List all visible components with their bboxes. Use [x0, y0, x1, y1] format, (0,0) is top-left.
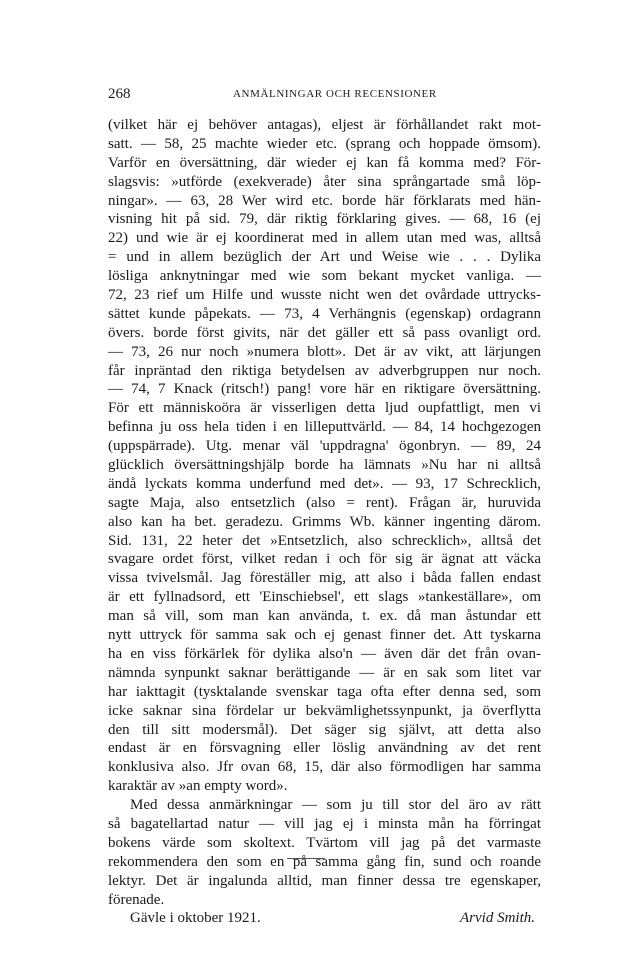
text-line: sagte Maja, also entsetzlich (also = rent). Frågan är, huruvida — [108, 494, 541, 511]
text-line: also kan ha bet. geradezu. Grimms Wb. känner ingenting därom. — [108, 513, 541, 530]
text-line: lektyr. Det är ingalunda alltid, man finner dessa tre egenskaper, — [108, 872, 541, 889]
text-line: konklusiva also. Jfr ovan 68, 15, där also förmodligen har samma — [108, 759, 541, 776]
text-line: ningar». — 63, 28 Wer wird etc. borde här förklarats med hän- — [108, 192, 541, 209]
signoff-line — [108, 909, 541, 928]
text-line: — 74, 7 Knack (ritsch!) pang! vore här en riktigare översättning. — [108, 381, 541, 398]
text-line: nytt uttryck för samma sak och ej genast finner det. Att tyskarna — [108, 627, 541, 644]
text-line: Sid. 131, 22 heter det »Entsetzlich, also schrecklich», alltså det — [108, 532, 541, 549]
text-line: ha en viss förkärlek för dylika also'n — även där det från ovan- — [108, 645, 541, 662]
text-line: icke saknar sina fördelar ur bekvämlighetssynpunkt, ja överflytta — [108, 702, 541, 719]
text-line: övers. borde först givits, när det gäller ett så pass ovanligt ord. — [108, 324, 541, 341]
page-number: 268 — [108, 86, 131, 102]
text-line: slagsvis: »utförde (exekverade) åter sina språngartade små löp- — [108, 173, 541, 190]
text-line: ändå lyckats komma underfund med det». — 93, 17 Schrecklich, — [108, 475, 541, 492]
text-line: endast är en försvagning eller löslig användning av det rent — [108, 740, 541, 757]
text-line: För ett människoöra är visserligen detta ljud oupfattligt, men vi — [108, 400, 541, 417]
text-line: man så vill, som man kan använda, t. ex. då man åstundar ett — [108, 608, 541, 625]
text-line: den till sitt modersmål). Det säger sig självt, att detta also — [108, 721, 541, 738]
text-line: = und in allem bezüglich der Art und Weise wie . . . Dylika — [108, 249, 541, 266]
text-line: lösliga anknytningar med wie som bekant mycket vanliga. — — [108, 268, 541, 285]
text-line: förenade. — [108, 891, 165, 908]
text-line: (uppspärrade). Utg. menar väl 'uppdragna' ögonbryn. — 89, 24 — [108, 438, 541, 455]
text-line: (vilket här ej behöver antagas), eljest är förhållandet rakt mot- — [108, 117, 541, 133]
text-line: nämnda synpunkt saknar berättigande — är en sak som litet var — [108, 664, 541, 681]
text-line: Med dessa anmärkningar — som ju till stor del äro av rätt — [130, 797, 541, 814]
text-line: befinna ju oss hela tiden i en lilleputtvärld. — 84, 14 hochgezogen — [108, 419, 541, 436]
text-line: — 73, 26 nur noch »numera blott». Det är av vikt, att lärjungen — [108, 343, 541, 360]
text-line: karaktär av »an empty word». — [108, 778, 288, 795]
signoff-place-date: Gävle i oktober 1921. — [130, 910, 261, 927]
running-title: ANMÄLNINGAR OCH RECENSIONER — [233, 88, 437, 100]
text-line: satt. — 58, 25 machte wieder etc. (sprang och hoppade ömsom). — [108, 135, 541, 152]
text-line: sättet kunde påpekats. — 73, 4 Verhängnis (egenskap) ordagrann — [108, 305, 541, 322]
text-line: 22) und wie är ej koordinerat med in allem utan med was, alltså — [108, 230, 541, 247]
text-line: så bagatellartad natur — vill jag ej i minsta mån ha förringat — [108, 815, 541, 832]
text-line: visning hit på sid. 79, där riktig förklaring gives. — 68, 16 (ej — [108, 211, 541, 228]
text-line: 72, 23 rief um Hilfe und wusste nicht wen det ovårdade uttrycks- — [108, 287, 541, 304]
text-line: bokens värde som skoltext. Tvärtom vill jag på det varmaste — [108, 834, 541, 851]
text-line: vissa tvivelsmål. Jag föreställer mig, att also i båda fallen endast — [108, 570, 541, 587]
text-line: glücklich översättningshjälp borde ha lämnats »Nu har ni alltså — [108, 457, 541, 474]
signoff-author: Arvid Smith. — [460, 910, 535, 927]
text-line: är ett fyllnadsord, ett 'Einschiebsel', ett slags »tankeställare», om — [108, 589, 541, 606]
text-line: rekommendera den som en på samma gång fin, sund och roande — [108, 853, 541, 870]
page-header — [108, 86, 543, 104]
end-rule — [287, 858, 325, 859]
body-text — [108, 116, 541, 928]
text-line: svagare ordet först, vilket redan i och för sig är ägnat att väcka — [108, 551, 541, 568]
text-line: får inpräntad den riktiga betydelsen av adverbgruppen nur noch. — [108, 362, 541, 379]
text-line: Varför en översättning, där wieder ej kan få komma med? För- — [108, 154, 541, 171]
text-line: har iakttagit (tysktalande svenskar taga ofta efter denna sed, som — [108, 683, 541, 700]
